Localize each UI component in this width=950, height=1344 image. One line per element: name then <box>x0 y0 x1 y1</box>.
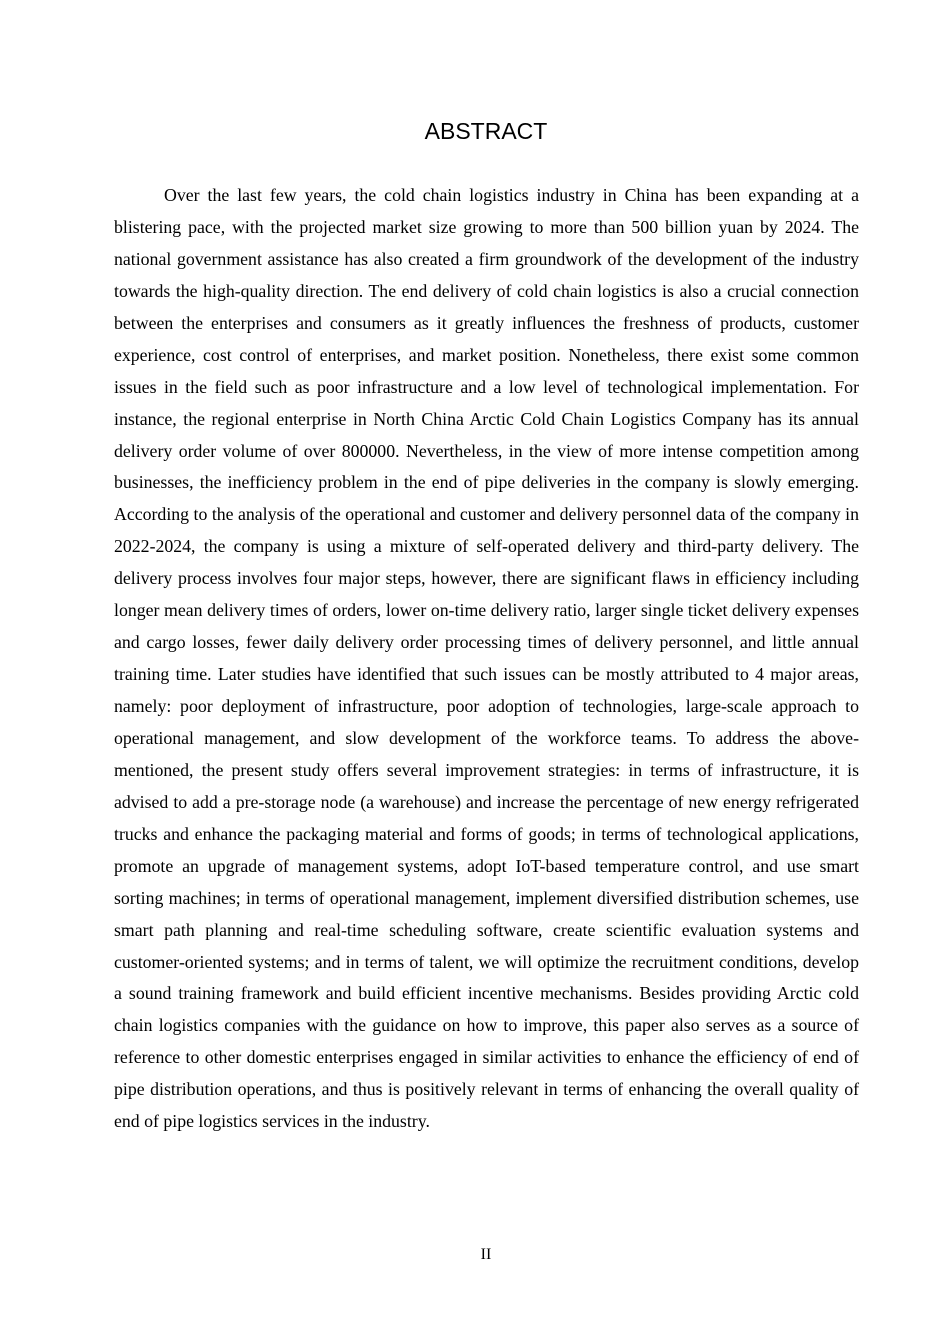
abstract-title: ABSTRACT <box>424 118 548 144</box>
abstract-paragraph: Over the last few years, the cold chain logistics industry in China has been expanding at a blistering pace, with the projected market size growing to more than 500 billion yuan by 2024. The national government assistance has also created a firm groundwork of the development of the industry towards the high-quality direction. The end delivery of cold chain logistics is also a crucial connection between the enterprises and consumers as it greatly influences the freshness of products, customer experience, cost control of enterprises, and market position. Nonetheless, there exist some common issues in the field such as poor infrastructure and a low level of technological implementation. For instance, the regional enterprise in North China Arctic Cold Chain Logistics Company has its annual delivery order volume of over 800000. Nevertheless, in the view of more intense competition among businesses, the inefficiency problem in the end of pipe deliveries in the company is slowly emerging. According to the analysis of the operational and customer and delivery personnel data of the company in 2022-2024, the company is using a mixture of self-operated delivery and third-party delivery. The delivery process involves four major steps, however, there are significant flaws in efficiency including longer mean delivery times of orders, lower on-time delivery ratio, larger single ticket delivery expenses and cargo losses, fewer daily delivery order processing times of delivery personnel, and little annual training time. Later studies have identified that such issues can be mostly attributed to 4 major areas, namely: poor deployment of infrastructure, poor adoption of technologies, large-scale approach to operational management, and slow development of the workforce teams. To address the above-mentioned, the present study offers several improvement strategies: in terms of infrastructure, it is advised to add a pre-storage node (a warehouse) and increase the percentage of new energy refrigerated trucks and enhance the packaging material and forms of goods; in terms of technological applications, promote an upgrade of management systems, adopt IoT-based temperature control, and use smart sorting machines; in terms of operational management, implement diversified distribution schemes, use smart path planning and real-time scheduling software, create scientific evaluation systems and customer-oriented systems; and in terms of talent, we will optimize the recruitment conditions, develop a sound training framework and build efficient incentive mechanisms. Besides providing Arctic cold chain logistics companies with the guidance on how to improve, this paper also serves as a source of reference to other domestic enterprises engaged in similar activities to enhance the efficiency of end of pipe distribution operations, and thus is positively relevant in terms of enhancing the overall quality of end of pipe logistics services in the industry. <box>114 185 859 1132</box>
page-number: II <box>480 1246 492 1263</box>
